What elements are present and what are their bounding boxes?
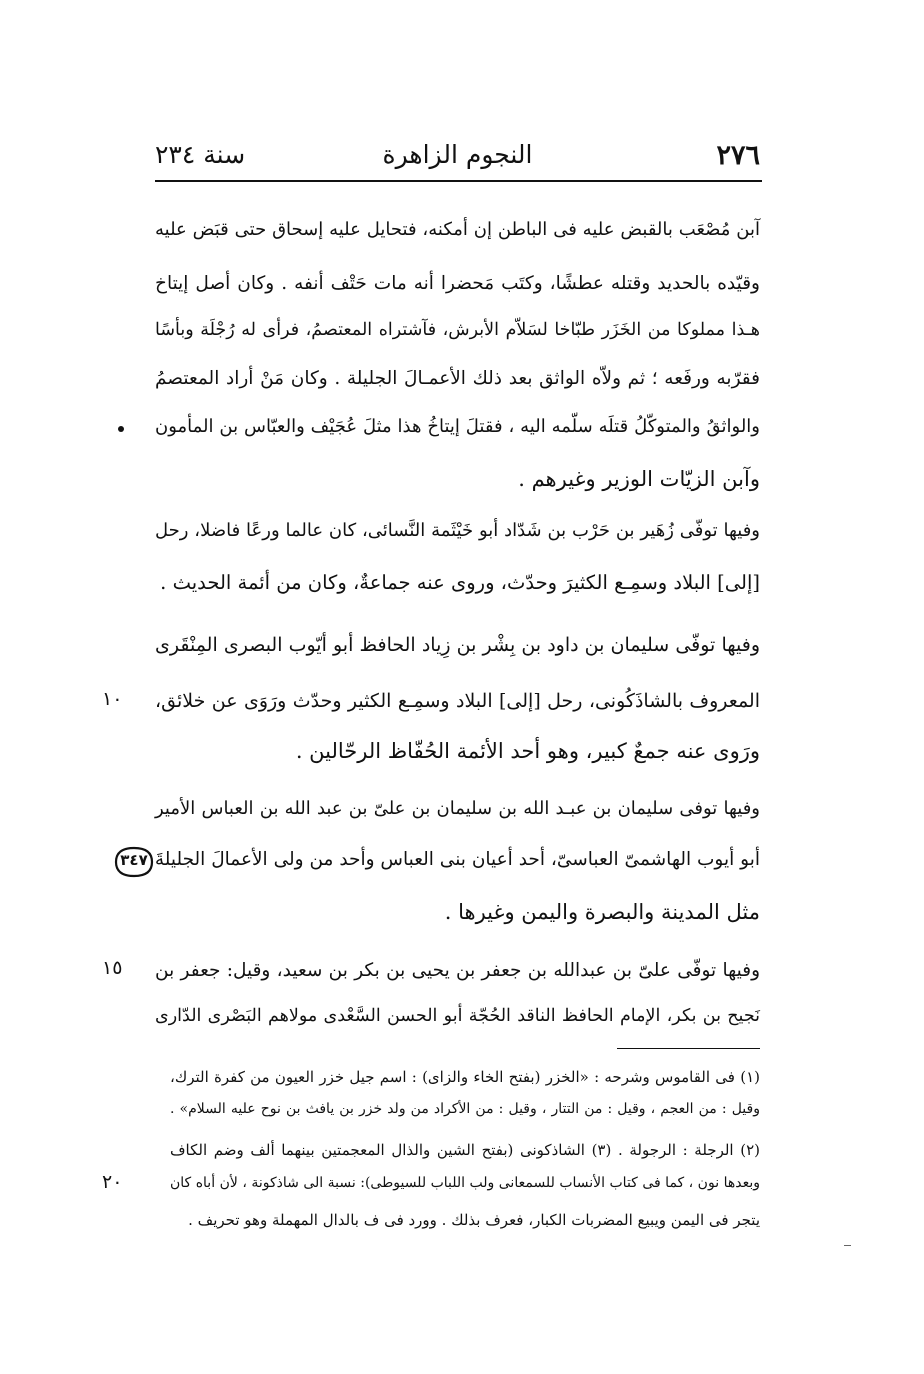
text-line: هـذا مملوكا من الخَزَر طبّاخا لسَلاّم الأبرش، فآشتراه المعتصمُ، فرأى له رُجْلَة وبأسًا: [155, 320, 760, 340]
footnote-line: وبعدها نون ، كما فى كتاب الأنساب للسمعانى ولب اللباب للسيوطى): نسبة الى شاذكونة ، لأن أباه كان: [170, 1175, 760, 1191]
header-title: النجوم الزاهرة: [382, 140, 533, 169]
text-line: والواثقُ والمتوكّلُ قتلَه سلّمه اليه ، فقتلَ إيتاخُ هذا مثلَ عُجَيْف والعبّاس بن المأمون: [155, 416, 760, 437]
text-line: آبن مُصْعَب بالقبض عليه فى الباطن إن أمكنه، فتحايل عليه إسحاق حتى قبَض عليه: [155, 219, 760, 240]
line-number-10: ١٠: [102, 688, 123, 710]
text-line: المعروف بالشاذَكُونى، رحل [إلى] البلاد وسمِـع الكثير وحدّث ورَوَى عن خلائق،: [155, 690, 760, 712]
text-line: فقرّبه ورفَعه ؛ ثم ولاّه الواثق بعد ذلك الأعمـالَ الجليلة . وكان مَنْ أراد المعتصمُ: [155, 368, 760, 389]
text-line: وفيها توفّى علىّ بن عبدالله بن جعفر بن يحيى بن بكر بن سعيد، وقيل: جعفر بن: [155, 960, 760, 981]
text-line: وفيها توفّى سليمان بن داود بن بِشْر بن زِياد الحافظ أبو أيّوب البصرى المِنْقَرى: [155, 634, 760, 656]
scan-mark: [844, 1245, 851, 1246]
text-line: مثل المدينة والبصرة واليمن وغيرها .: [444, 900, 760, 924]
text-line: وقيّده بالحديد وقتله عطشًا، وكتَب مَحضرا أنه مات حَتْف أنفه . وكان أصل إيتاخ: [155, 273, 760, 294]
folio-number: ٣٤٧: [120, 851, 148, 869]
text-line: أبو أيوب الهاشمىّ العباسىّ، أحد أعيان بنى العباس وأحد من ولى الأعمالَ الجليلةَ: [154, 849, 760, 870]
margin-dot: [118, 426, 124, 432]
footnote-line: يتجر فى اليمن ويبيع المضربات الكبار، فعرف بذلك . وورد فى ف بالدال المهملة وهو تحريف .: [188, 1211, 760, 1229]
page-number: ٢٧٦: [716, 140, 760, 171]
text-line: ورَوى عنه جمعٌ كبير، وهو أحد الأئمة الحُفّاظ الرحّالين .: [295, 739, 760, 763]
footnote-rule: [617, 1048, 760, 1049]
footnote-line: وقيل : من العجم ، وقيل : من التتار ، وقيل : من الأكراد من ولد خزر بن يافث بن نوح عليه السلام» .: [170, 1101, 760, 1117]
text-line: وفيها توفى سليمان بن عبـد الله بن سليمان بن علىّ بن عبد الله بن العباس الأمير: [155, 798, 760, 819]
line-number-15: ١٥: [102, 957, 123, 979]
header-year: سنة ٢٣٤: [155, 140, 246, 169]
text-line: [إلى] البلاد وسمِـع الكثيرَ وحدّث، وروى عنه جماعةٌ، وكان من أئمة الحديث .: [160, 571, 760, 594]
text-line: وآبن الزيّات الوزير وغيرهم .: [518, 467, 760, 491]
folio-mark: [110, 842, 158, 886]
footnote-line: (٢) الرجلة : الرجولة . (٣) الشاذكونى (بفتح الشين والذال المعجمتين بينهما ألف وضم الكاف: [170, 1141, 760, 1159]
text-line: نَجيح بن بكر، الإمام الحافظ الناقد الحُجّة أبو الحسن السَّعْدى مولاهم البَصْرى الدّارى: [155, 1006, 760, 1026]
footnote-line: (١) فى القاموس وشرحه : «الخزر (بفتح الخاء والزاى) : اسم جيل خزر العيون من كفرة الترك،: [170, 1068, 760, 1086]
line-number-20: ٢٠: [102, 1171, 123, 1193]
text-line: وفيها توفّى زُهَير بن حَرْب بن شَدّاد أبو خَيْثَمة النَّسائى، كان عالما ورعًا فاضلا، رحل: [155, 520, 760, 541]
